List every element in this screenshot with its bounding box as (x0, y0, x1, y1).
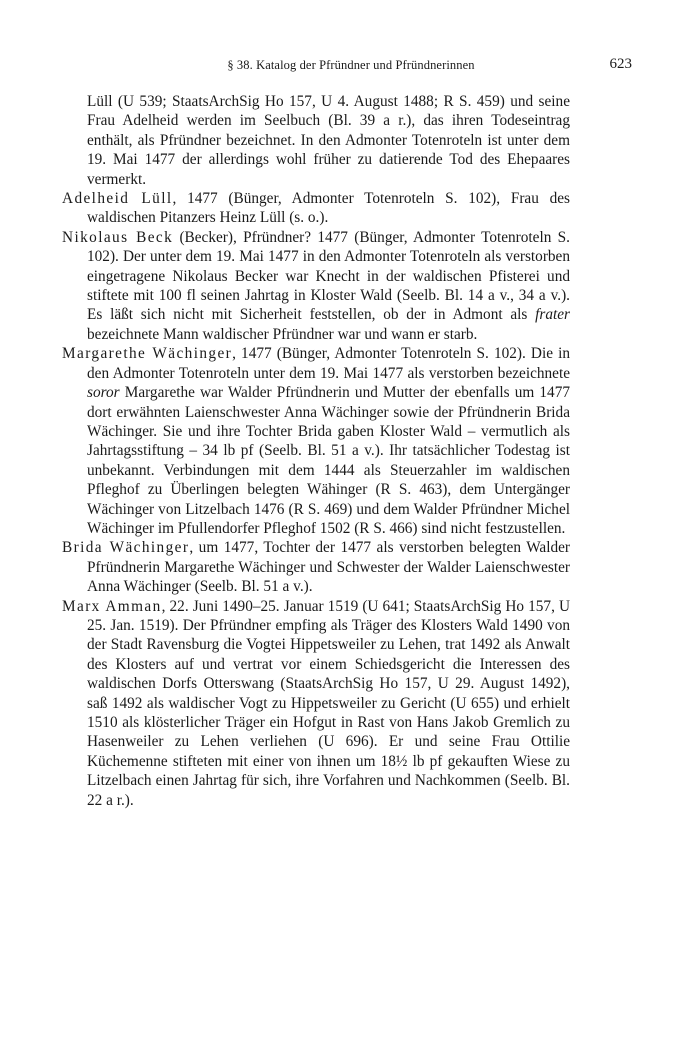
entry-name: Nikolaus Beck (62, 228, 174, 246)
entry-text: Lüll (U 539; StaatsArchSig Ho 157, U 4. August 1488; R S. 459) und seine Frau Adelheid werden im Seelbuch (Bl. 39 a r.), das ihren Todeseintrag enthält, als Pfründner bezeichnet. In den Admonter Totenroteln ist unter dem 19. Mai 1477 der allerdings wohl früher zu datierende Tod des Ehepaares vermerkt. (87, 93, 570, 188)
entry-name: Marx Amman (62, 597, 162, 615)
entry-text: , 22. Juni 1490–25. Januar 1519 (U 641; StaatsArchSig Ho 157, U 25. Jan. 1519). Der Pfründner empfing als Träger des Klosters Wald 1490 von der Stadt Ravensburg die Vogtei Hippetsweiler zu Lehen, trat 1492 als Anwalt des Klosters auf und vertrat vor einem Schiedsgericht die Interessen des waldischen Dorfs Otterswang (StaatsArchSig Ho 157, U 29. August 1492), saß 1492 als waldischer Vogt zu Hippetsweiler zu Gericht (U 655) und erhielt 1510 als klösterlicher Träger ein Hofgut in Rast von Hans Jakob Gremlich zu Hasenweiler zu Lehen verliehen (U 696). Er und seine Frau Ottilie Küchemenne stifteten mit einer von ihnen um 18½ lb pf gekauften Wiese zu Litzelbach einen Jahrtag für sich, ihre Vorfahren und Nachkommen (Seelb. Bl. 22 a r.). (87, 597, 570, 809)
page-number: 623 (609, 56, 632, 72)
entry-text: , um 1477, Tochter der 1477 als verstorben belegten Walder Pfründnerin Margarethe Wächinger und Schwester der Walder Laienschwester Anna Wächinger (Seelb. Bl. 51 a v.). (87, 539, 570, 596)
entry-margarethe-waechinger (62, 344, 570, 538)
body-text (62, 92, 570, 810)
entry-italic-term: soror (87, 384, 120, 402)
entry-text: , 1477 (Bünger, Admonter Totenroteln S. 102), Frau des waldischen Pitanzers Heinz Lüll (s. o.). (87, 190, 571, 227)
running-title: § 38. Katalog der Pfründner und Pfründnerinnen (227, 58, 475, 72)
entry-name: Brida Wächinger (62, 539, 190, 557)
entry-text: , 1477 (Bünger, Admonter Totenroteln S. 102). Die in den Admonter Totenroteln unter dem 19. Mai 1477 als verstorben bezeichnete (87, 345, 570, 382)
entry-nikolaus-beck (62, 228, 570, 344)
entry-name: Margarethe Wächinger (62, 345, 233, 363)
entry-continuation (62, 92, 570, 189)
running-head (62, 56, 640, 80)
entry-name: Adelheid Lüll (62, 190, 173, 208)
entry-marx-amman (62, 597, 570, 810)
entry-brida-waechinger (62, 538, 570, 596)
entry-text: (Becker), Pfründner? 1477 (Bünger, Admonter Totenroteln S. 102). Der unter dem 19. Mai 1477 in den Admonter Totenroteln als verstorben eingetragene Nikolaus Becker war Knecht in der waldischen Pfisterei und stiftete mit 100 fl seinen Jahrtag in Kloster Wald (Seelb. Bl. 14 a v., 34 a v.). Es läßt sich nicht mit Sicherheit feststellen, ob der in Admont als (87, 228, 570, 324)
entry-text: Margarethe war Walder Pfründnerin und Mutter der ebenfalls um 1477 dort erwähnten Laienschwester Anna Wächinger sowie der Pfründnerin Brida Wächinger. Sie und ihre Tochter Brida gaben Kloster Wald – vermutlich als Jahrtagsstiftung – 34 lb pf (Seelb. Bl. 51 a v.). Ihr tatsächlicher Todestag ist unbekannt. Verbindungen mit dem 1444 als Steuerzahler im waldischen Pfleghof zu Überlingen belegten Wähinger (R S. 463), dem Untergänger Wächinger von Litzelbach 1476 (R S. 469) und dem Walder Pfründner Michel Wächinger im Pfullendorfer Pfleghof 1502 (R S. 466) sind nicht festzustellen. (87, 384, 570, 537)
entry-text: bezeichnete Mann waldischer Pfründner war und wann er starb. (87, 325, 478, 343)
entry-adelheid-lull (62, 189, 570, 228)
entry-italic-term: frater (535, 306, 570, 324)
